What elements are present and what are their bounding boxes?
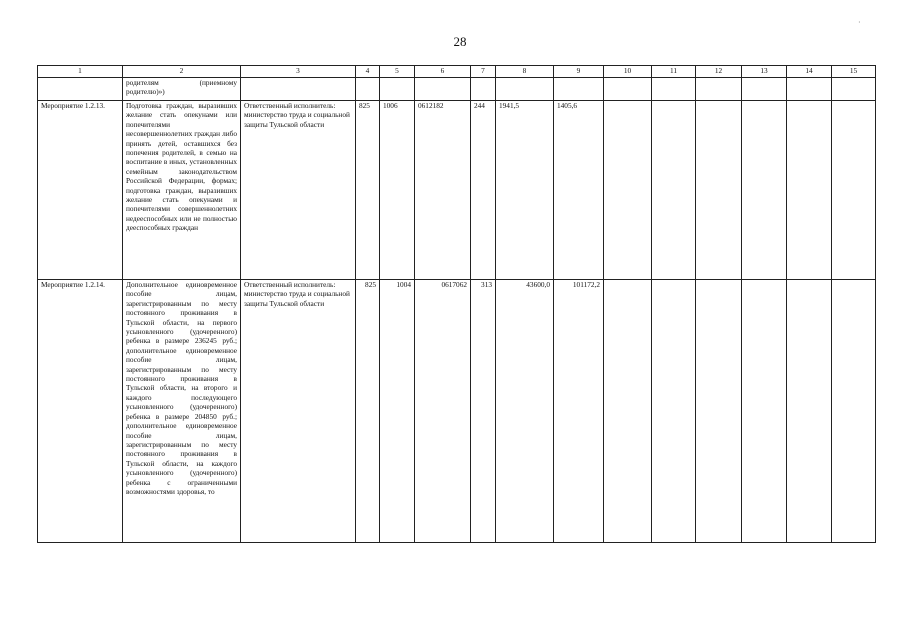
measure-id: Мероприятие 1.2.14. — [38, 280, 123, 543]
cell-col-6: 0612182 — [415, 101, 471, 280]
cell-col-7: 313 — [471, 280, 496, 543]
cell-col-12 — [696, 101, 742, 280]
col-header-4: 4 — [356, 66, 380, 78]
cell — [832, 78, 876, 101]
continuation-word-1: родителям — [126, 78, 159, 87]
measure-description: Подготовка граждан, выразивших желание стать опекунами или попечителями несовершеннолетних граждан либо принять детей, оставшихся без попечения родителей, в семью на воспитание в иных, установленных семейным законодательством Российской Федерации, формах; подготовка граждан, выразивших желание стать опекунами и попечителями совершеннолетних недееспособных или не полностью дееспособных граждан — [123, 101, 241, 280]
col-header-6: 6 — [415, 66, 471, 78]
cell-col-8: 43600,0 — [496, 280, 554, 543]
col-header-3: 3 — [241, 66, 356, 78]
measure-description: Дополнительное единовременное пособие лицам, зарегистрированным по месту постоянного проживания в Тульской области, на первого усыновленного (удочеренного) ребенка в размере 236245 руб.; дополнительное единовременное пособие лицам, зарегистрированным по месту постоянного проживания в Тульской области, на второго и каждого последующего усыновленного (удочеренного) ребенка в размере 204850 руб.; дополнительное единовременное пособие лицам, зарегистрированным по месту постоянного проживания в Тульской области, на каждого усыновленного (удочеренного) ребенка с ограниченными возможностями здоровья, то — [123, 280, 241, 543]
col-header-14: 14 — [787, 66, 832, 78]
col-header-2: 2 — [123, 66, 241, 78]
col-header-1: 1 — [38, 66, 123, 78]
cell — [787, 78, 832, 101]
header-row — [38, 66, 876, 78]
cell — [471, 78, 496, 101]
cell-col-10 — [604, 101, 652, 280]
cell-col-13 — [742, 280, 787, 543]
cell-col-12 — [696, 280, 742, 543]
col-header-7: 7 — [471, 66, 496, 78]
col-header-13: 13 — [742, 66, 787, 78]
cell-col-15 — [832, 280, 876, 543]
cell — [380, 78, 415, 101]
cell — [604, 78, 652, 101]
cell-col-11 — [652, 101, 696, 280]
col-header-11: 11 — [652, 66, 696, 78]
col-header-10: 10 — [604, 66, 652, 78]
table-row-continuation — [38, 78, 876, 101]
col-header-9: 9 — [554, 66, 604, 78]
program-table — [37, 65, 876, 543]
cell-col-6: 0617062 — [415, 280, 471, 543]
cell-col-11 — [652, 280, 696, 543]
col-header-8: 8 — [496, 66, 554, 78]
cell-col-4: 825 — [356, 101, 380, 280]
cell — [38, 78, 123, 101]
page-number: 28 — [453, 34, 467, 49]
measure-executor: Ответственный исполнитель: министерство труда и социальной защиты Тульской области — [241, 101, 356, 280]
cell — [742, 78, 787, 101]
col-header-5: 5 — [380, 66, 415, 78]
cell-col-5: 1006 — [380, 101, 415, 280]
measure-executor: Ответственный исполнитель: министерство труда и социальной защиты Тульской области — [241, 280, 356, 543]
corner-mark: · — [858, 18, 861, 27]
continuation-line-2: родителю)») — [126, 87, 165, 97]
cell-col-14 — [787, 101, 832, 280]
col-header-15: 15 — [832, 66, 876, 78]
cell-col-14 — [787, 280, 832, 543]
cell — [356, 78, 380, 101]
cell — [496, 78, 554, 101]
continuation-text — [123, 78, 241, 101]
cell-col-8: 1941,5 — [496, 101, 554, 280]
continuation-word-2: (приемному — [199, 78, 237, 87]
cell-col-9: 101172,2 — [554, 280, 604, 543]
cell — [696, 78, 742, 101]
cell-col-9: 1405,6 — [554, 101, 604, 280]
cell-col-5: 1004 — [380, 280, 415, 543]
col-header-12: 12 — [696, 66, 742, 78]
cell-col-7: 244 — [471, 101, 496, 280]
table-row — [38, 280, 876, 543]
cell-col-13 — [742, 101, 787, 280]
cell-col-10 — [604, 280, 652, 543]
table-row — [38, 101, 876, 280]
cell — [241, 78, 356, 101]
cell — [554, 78, 604, 101]
measure-id: Мероприятие 1.2.13. — [38, 101, 123, 280]
cell-col-15 — [832, 101, 876, 280]
cell-col-4: 825 — [356, 280, 380, 543]
cell — [652, 78, 696, 101]
cell — [415, 78, 471, 101]
